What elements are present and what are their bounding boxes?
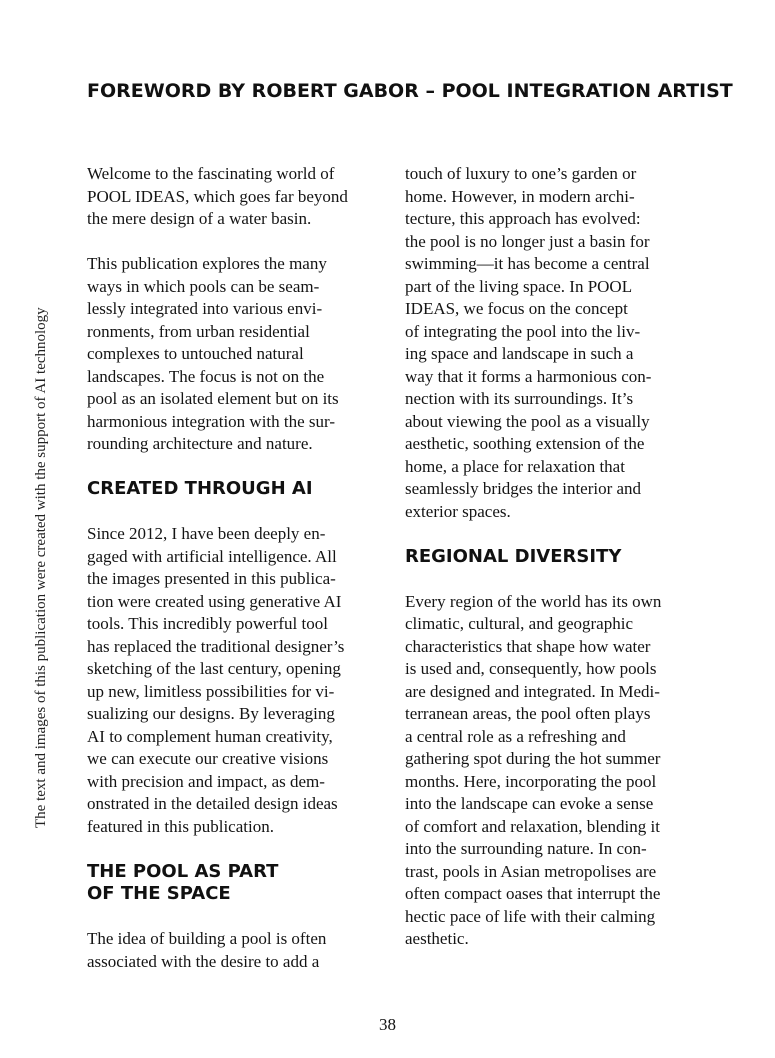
right-column — [405, 163, 697, 951]
text-line: onstrated in the detailed design ideas — [87, 794, 338, 813]
text-line: seamlessly bridges the interior and — [405, 479, 642, 498]
text-line: complexes to untouched natural — [87, 344, 304, 363]
text-line: home, a place for relaxation that — [405, 456, 625, 476]
left-column — [87, 163, 379, 973]
text-line: ing space and landscape in such a — [405, 344, 634, 363]
text-line: sketching of the last century, opening — [87, 659, 341, 678]
text-line: ronments, from urban residential — [87, 321, 310, 341]
text-line: exterior spaces. — [405, 501, 511, 521]
text-line: the mere design of a water basin. — [87, 209, 312, 228]
heading-line: OF THE SPACE — [87, 883, 231, 904]
text-line: gathering spot during the hot summer — [405, 749, 661, 768]
text-line: climatic, cultural, and geographic — [405, 614, 633, 633]
text-line: featured in this publication. — [87, 816, 274, 836]
text-line: nection with its surroundings. It’s — [405, 389, 634, 408]
text-line: aesthetic. — [405, 929, 469, 948]
text-line: about viewing the pool as a visually — [405, 411, 650, 431]
text-line: of comfort and relaxation, blending it — [405, 816, 660, 836]
text-line: way that it forms a harmonious con- — [405, 366, 652, 386]
text-line: of integrating the pool into the liv- — [405, 321, 641, 341]
paragraph-publication — [87, 253, 379, 456]
text-line: the images presented in this publica- — [87, 569, 336, 588]
text-line: is used and, consequently, how pools — [405, 659, 657, 678]
text-line: trast, pools in Asian metropolises are — [405, 861, 657, 881]
text-line: are designed and integrated. In Medi- — [405, 681, 660, 701]
text-line: Since 2012, I have been deeply en- — [87, 524, 326, 543]
heading-line: THE POOL AS PART — [87, 860, 279, 882]
text-line: sualizing our designs. By leveraging — [87, 704, 335, 723]
text-line: the pool is no longer just a basin for — [405, 231, 650, 251]
text-line: ways in which pools can be seam- — [87, 276, 320, 296]
text-line: into the landscape can evoke a sense — [405, 794, 654, 813]
text-line: lessly integrated into various envi- — [87, 299, 323, 318]
text-line: up new, limitless possibilities for vi- — [87, 681, 335, 701]
text-line: landscapes. The focus is not on the — [87, 366, 325, 386]
text-line: we can execute our creative visions — [87, 749, 329, 768]
text-line: characteristics that shape how water — [405, 636, 651, 656]
text-line: POOL IDEAS, which goes far beyond — [87, 186, 348, 206]
text-line: home. However, in modern archi- — [405, 186, 635, 206]
sidebar-note: The text and images of this publication were created with the support of AI technology — [33, 307, 49, 828]
text-line: part of the living space. In POOL — [405, 276, 633, 296]
text-line: AI to complement human creativity, — [87, 726, 333, 746]
text-line: pool as an isolated element but on its — [87, 389, 339, 408]
page-title: FOREWORD BY ROBERT GABOR – POOL INTEGRATION ARTIST — [87, 80, 733, 102]
text-line: into the surrounding nature. In con- — [405, 839, 647, 858]
heading-regional-diversity: REGIONAL DIVERSITY — [405, 545, 622, 567]
text-line: Every region of the world has its own — [405, 591, 662, 611]
text-line: terranean areas, the pool often plays — [405, 704, 651, 723]
text-line: tion were created using generative AI — [87, 591, 342, 611]
text-line: IDEAS, we focus on the concept — [405, 299, 628, 318]
text-line: with precision and impact, as dem- — [87, 771, 325, 791]
text-line: touch of luxury to one’s garden or — [405, 164, 637, 183]
text-line: months. Here, incorporating the pool — [405, 771, 657, 791]
heading-created-through-ai: CREATED THROUGH AI — [87, 478, 313, 499]
paragraph-luxury — [405, 163, 697, 523]
text-line: harmonious integration with the sur- — [87, 411, 336, 431]
text-line: associated with the desire to add a — [87, 951, 320, 971]
text-line: tools. This incredibly powerful tool — [87, 614, 328, 633]
page-number: 38 — [379, 1015, 396, 1034]
heading-pool-as-part-of-space — [87, 861, 379, 906]
paragraph-pool-idea — [87, 928, 379, 973]
text-line: The idea of building a pool is often — [87, 929, 327, 948]
paragraph-regional — [405, 591, 697, 951]
text-line: aesthetic, soothing extension of the — [405, 434, 645, 453]
text-line: rounding architecture and nature. — [87, 434, 313, 453]
paragraph-intro — [87, 163, 379, 231]
text-line: a central role as a refreshing and — [405, 726, 626, 746]
text-line: tecture, this approach has evolved: — [405, 209, 641, 228]
text-line: often compact oases that interrupt the — [405, 884, 661, 903]
paragraph-ai — [87, 523, 379, 838]
text-line: hectic pace of life with their calming — [405, 906, 656, 926]
text-line: has replaced the traditional designer’s — [87, 636, 345, 656]
text-line: This publication explores the many — [87, 254, 327, 273]
text-line: Welcome to the fascinating world of — [87, 164, 335, 183]
text-line: swimming—it has become a central — [405, 254, 650, 273]
text-line: gaged with artificial intelligence. All — [87, 546, 337, 566]
